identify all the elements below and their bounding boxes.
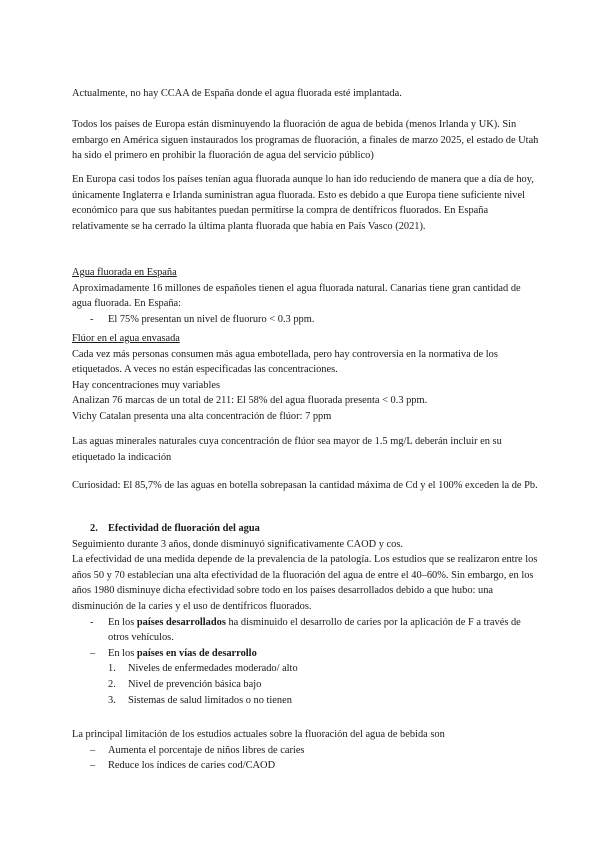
heading-text: Efectividad de fluoración del agua: [108, 523, 260, 534]
paragraph-ccaa: Actualmente, no hay CCAA de España donde el agua fluorada esté implantada.: [72, 88, 402, 99]
bullet-marker: -: [90, 616, 94, 628]
bottled-line: Cada vez más personas consumen más agua embotellada, pero hay controversia en la normativa de los etiquetados. A veces no están especificadas las concentraciones.: [72, 348, 498, 376]
number-marker: 1.: [108, 663, 116, 675]
section-heading-spain: Agua fluorada en España: [72, 267, 177, 278]
list-item-pre: En los: [108, 647, 137, 659]
paragraph-curiosity: Curiosidad: El 85,7% de las aguas en botella sobrepasan la cantidad máxima de Cd y el 100% exceden la de Pb.: [72, 480, 538, 491]
numbered-item-text: Niveles de enfermedades moderado/ alto: [128, 663, 298, 675]
list-item-pre: En los: [108, 616, 137, 628]
list-item-text: Aumenta el porcentaje de niños libres de caries: [108, 744, 305, 756]
numbered-item: [72, 661, 540, 677]
paragraph-mineral-labeling: Las aguas minerales naturales cuya concentración de flúor sea mayor de 1.5 mg/L deberán incluir en su etiquetado la indicación: [72, 436, 502, 463]
bullet-marker: -: [90, 313, 94, 325]
list-item: [72, 743, 540, 759]
numbered-item: [72, 693, 540, 709]
bottled-line: Analizan 76 marcas de un total de 211: El 58% del agua fluorada presenta < 0.3 ppm.: [72, 395, 428, 407]
numbered-item-text: Nivel de prevención básica bajo: [128, 678, 262, 690]
effectiveness-line: Seguimiento durante 3 años, donde disminuyó significativamente CAOD y cos.: [72, 538, 404, 550]
section-heading-effectiveness: [72, 521, 540, 537]
list-item: [72, 646, 540, 662]
number-marker: 2.: [108, 678, 116, 690]
list-item: [72, 758, 540, 774]
bottled-line: Vichy Catalan presenta una alta concentración de flúor: 7 ppm: [72, 410, 332, 422]
bullet-marker: –: [90, 647, 96, 659]
numbered-item-text: Sistemas de salud limitados o no tienen: [128, 694, 292, 706]
paragraph-europe-fluoridation: Todos los países de Europa están disminuyendo la fluoración de agua de bebida (menos Irlanda y UK). Sin embargo en América siguen instaurados los programas de fluoración, a finales de marzo 2025, el estado de Utah ha sido el primero en prohibir la fluoración de agua del servicio público): [72, 119, 539, 162]
bullet-marker: –: [90, 760, 96, 772]
number-marker: 3.: [108, 694, 116, 706]
list-item-bold: países en vías de desarrollo: [136, 647, 257, 659]
list-item: [72, 312, 540, 328]
numbered-item: [72, 677, 540, 693]
section-text-spain: Aproximadamente 16 millones de españoles tienen el agua fluorada natural. Canarias tiene gran cantidad de agua fluorada. En España:: [72, 282, 521, 310]
section-bottled-water: [72, 331, 540, 425]
effectiveness-paragraph: La efectividad de una medida depende de la prevalencia de la patología. Los estudios que se realizaron entre los años 50 y 70 establecían una alta efectividad de la fluoración del agua de entre el 40–60%. Sin embargo, en los años 1980 disminuye dicha efectividad sobre todo en los países desarrollados debido a que hubo: una disminución de la caries y el uso de dentífricos fluorados.: [72, 554, 538, 612]
bullet-marker: –: [90, 744, 96, 756]
paragraph-europe-history: En Europa casi todos los países tenían agua fluorada aunque lo han ido reduciendo de manera que a día de hoy, únicamente Inglaterra e Irlanda suministran agua fluorada. Esto es debido a que Europa tiene suficiente nivel económico para que sus habitantes puedan permitirse la compra de dentífricos fluorados. En España relativamente se ha cerrado la última planta fluorada que había en País Vasco (2021).: [72, 174, 534, 232]
list-item-text: Reduce los índices de caries cod/CAOD: [108, 760, 276, 772]
heading-number: 2.: [90, 523, 98, 534]
list-item-text: El 75% presentan un nivel de fluoruro < 0.3 ppm.: [108, 313, 315, 325]
list-item-post: ha disminuido el desarrollo de caries por la aplicación de F a través de otros vehículos.: [108, 616, 521, 644]
section-spain: [72, 265, 540, 327]
section-effectiveness: [72, 521, 540, 708]
limitations-text: La principal limitación de los estudios actuales sobre la fluoración del agua de bebida son: [72, 729, 445, 740]
list-item: [72, 615, 540, 646]
bottled-line: Hay concentraciones muy variables: [72, 379, 221, 391]
section-heading-bottled: Flúor en el agua envasada: [72, 333, 180, 344]
section-limitations: [72, 727, 540, 774]
list-item-bold: países desarrollados: [136, 616, 226, 628]
